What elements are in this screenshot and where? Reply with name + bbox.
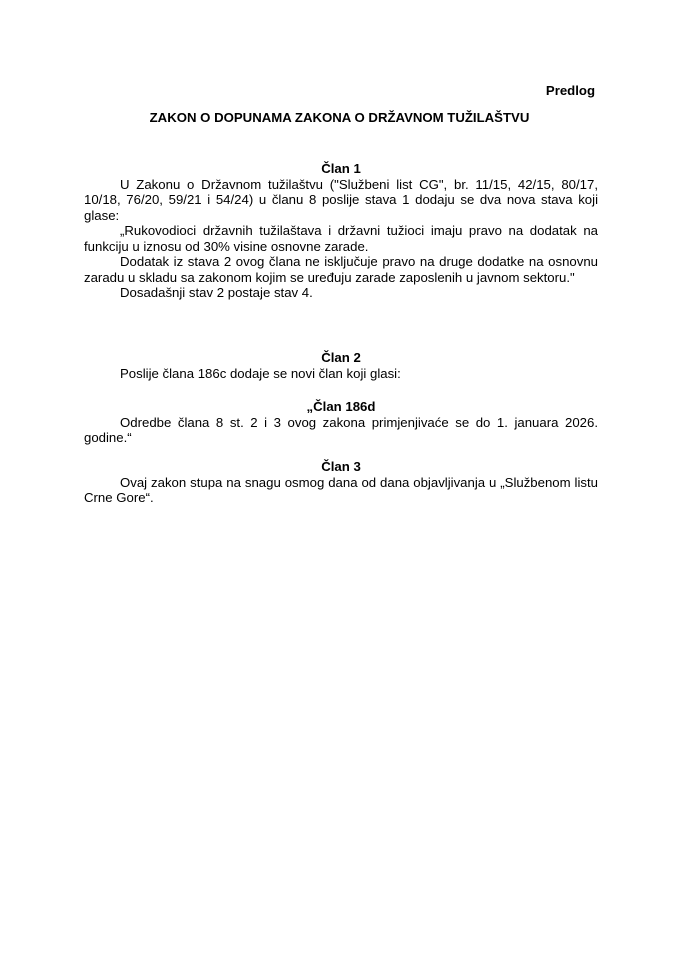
document-title: ZAKON O DOPUNAMA ZAKONA O DRŽAVNOM TUŽILAŠTVU — [149, 110, 530, 125]
article-heading: Član 3 — [321, 459, 361, 474]
document-label: Predlog — [545, 83, 595, 98]
article-heading: „Član 186d — [306, 399, 376, 414]
article-paragraph: Dosadašnji stav 2 postaje stav 4. — [120, 285, 313, 300]
article-186d — [84, 399, 598, 446]
article-paragraph: „Rukovodioci državnih tužilaštava i državni tužioci imaju pravo na dodatak na funkciju u iznosu od 30% visine osnovne zarade. — [84, 223, 598, 254]
article-heading: Član 1 — [321, 161, 361, 176]
article-paragraph: Odredbe člana 8 st. 2 i 3 ovog zakona primjenjivaće se do 1. januara 2026. godine.“ — [84, 414, 598, 445]
article-heading: Član 2 — [321, 350, 361, 365]
article-3 — [84, 459, 598, 506]
article-paragraph: Ovaj zakon stupa na snagu osmog dana od dana objavljivanja u „Službenom listu Crne Gore“. — [84, 474, 598, 505]
article-paragraph: U Zakonu o Državnom tužilaštvu ("Službeni list CG", br. 11/15, 42/15, 80/17, 10/18, 76/20, 59/21 i 54/24) u članu 8 poslije stava 1 dodaju se dva nova stava koji glase: — [84, 176, 598, 223]
article-1 — [84, 161, 598, 301]
article-paragraph: Dodatak iz stava 2 ovog člana ne isključuje pravo na druge dodatke na osnovnu zaradu u skladu sa zakonom kojim se uređuju zarade zaposlenih u javnom sektoru." — [84, 254, 598, 285]
article-paragraph: Poslije člana 186c dodaje se novi član koji glasi: — [120, 365, 401, 381]
article-2 — [84, 350, 598, 381]
